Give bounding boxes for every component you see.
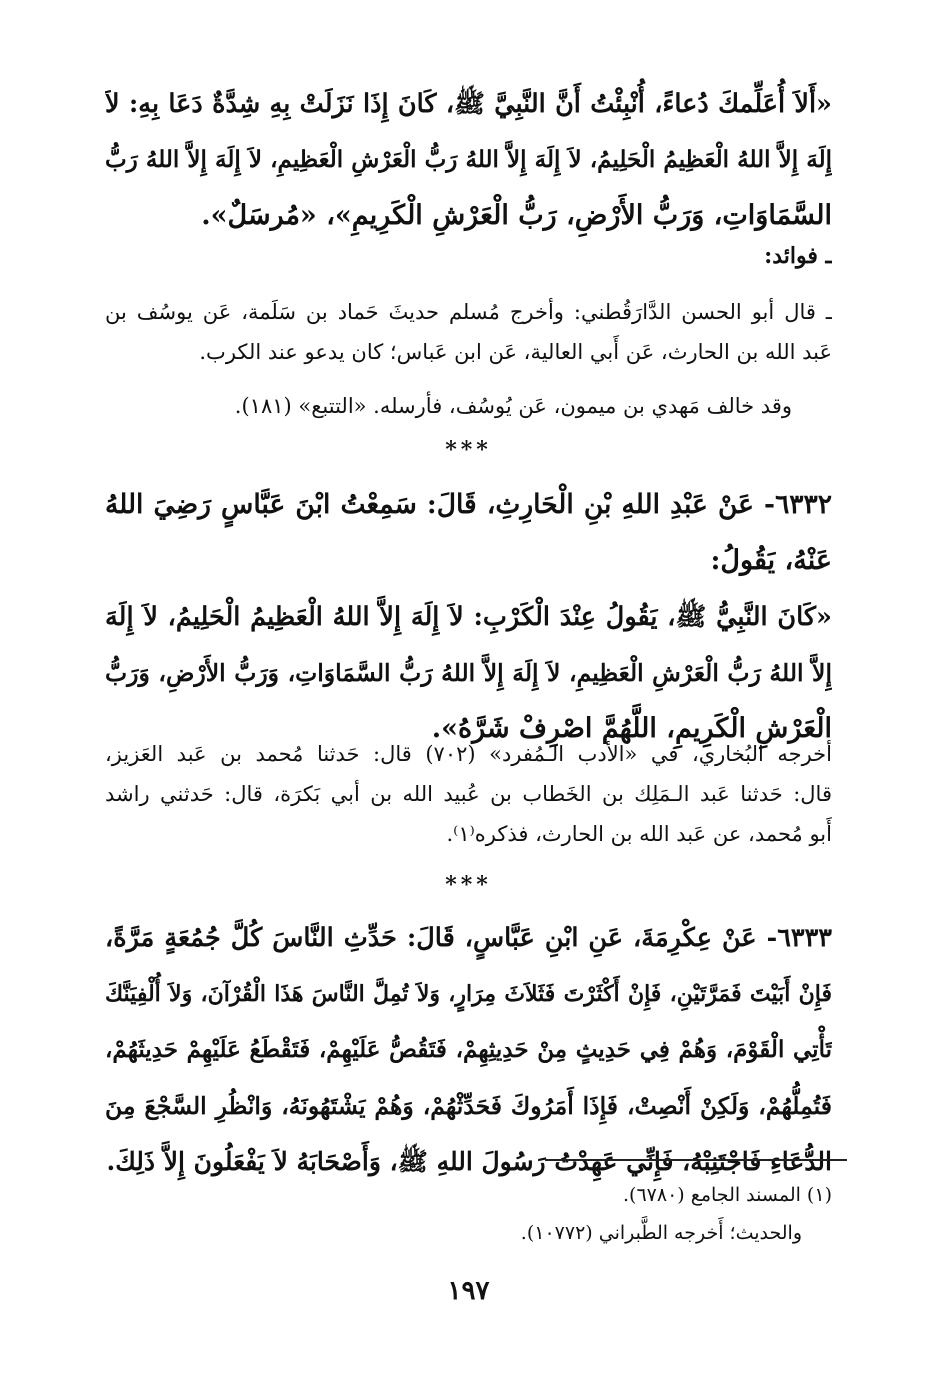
text-line: الْعَرْشِ الْكَرِيمِ، اللَّهُمَّ اصْرِفْ شَرَّهُ». xyxy=(431,713,832,744)
text-line: ٦٣٣٣- عَنْ عِكْرِمَةَ، عَنِ ابْنِ عَبَّاسٍ، قَالَ: حَدِّثِ النَّاسَ كُلَّ جُمُعَةٍ مَرَّةً، xyxy=(105,923,832,953)
hadith-6332-text xyxy=(105,477,832,757)
hadith-6332-takhrij xyxy=(105,734,832,854)
text-line: عَبد الله بن الحارث، عَن أَبي العالية، عَن ابن عَباس؛ كان يدعو عند الكرب. xyxy=(199,340,832,364)
text-line: أَبو مُحمد، عن عَبد الله بن الحارث، فذكره⁽١⁾. xyxy=(446,822,832,846)
text-line: إِلَهَ إِلاَّ اللهُ الْعَظِيمُ الْحَلِيمُ، لاَ إِلَهَ إِلاَّ اللهُ رَبُّ الْعَرْشِ الْعَظِيمِ، لاَ إِلَهَ إِلاَّ اللهُ رَبُّ xyxy=(105,146,832,173)
fawaid-text xyxy=(105,292,832,372)
hadith-6333-text xyxy=(105,910,832,1190)
text-line: ـ قال أبو الحسن الدَّارَقُطني: وأخرج مُسلم حديثَ حَماد بن سَلَمة، عَن يوسُف بن xyxy=(105,300,832,324)
text-line: «كَانَ النَّبِيُّ ﷺ، يَقُولُ عِنْدَ الْكَرْبِ: لاَ إِلَهَ إِلاَّ اللهُ الْعَظِيمُ الْحَلِيمُ، لاَ إِلَهَ xyxy=(105,602,832,632)
text-line: عَنْهُ، يَقُولُ: xyxy=(710,545,832,576)
text-line: وقد خالف مَهدي بن ميمون، عَن يُوسُف، فأرسله. «التتبع» (١٨١). xyxy=(234,394,792,418)
footnote: والحديث؛ أَخرجه الطَّبراني (١٠٧٧٢). xyxy=(520,1222,802,1244)
fawaid-note xyxy=(105,386,792,426)
text-line: فَإِنْ أَبَيْتَ فَمَرَّتَيْنِ، فَإِنْ أَكْثَرْتَ فَثَلاَثَ مِرَارٍ، وَلاَ تُمِلَّ النَّاسَ هَذَا الْقُرْآنَ، وَلاَ أُلْفِيَنَّكَ xyxy=(105,981,832,1007)
text-line: «أَلاَ أُعَلِّمكَ دُعاءً، أُنْبِئْتُ أَنَّ النَّبِيَّ ﷺ، كَانَ إِذَا نَزَلَتْ بِهِ شِدَّةٌ دَعَا بِهِ: لاَ xyxy=(105,89,832,119)
text-line: قال: حَدثنا عَبد الـمَلِك بن الخَطاب بن عُبيد الله بن أبي بَكرَة، قال: حَدثني راشد xyxy=(105,782,832,806)
fawaid-heading xyxy=(105,234,832,278)
text-line: فَتُمِلُّهُمْ، وَلَكِنْ أَنْصِتْ، فَإِذَا أَمَرُوكَ فَحَدِّثْهُمْ، وَهُمْ يَشْتَهُونَهُ، وَانْظُرِ السَّجْعَ مِنَ xyxy=(105,1092,832,1120)
page-number: ١٩٧ xyxy=(447,1276,490,1306)
footnotes xyxy=(105,1176,832,1252)
hadith-6331-text xyxy=(105,76,832,244)
footnote-divider xyxy=(545,1159,847,1161)
text-line: الدُّعَاءِ فَاجْتَنِبْهُ، فَإِنِّي عَهِدْتُ رَسُولَ اللهِ ﷺ، وَأَصْحَابَهُ لاَ يَفْعَلُونَ إِلاَّ ذَلِكَ. xyxy=(106,1147,832,1176)
section-separator: *** xyxy=(445,437,492,463)
footnote: (١) المسند الجامع (٦٧٨٠). xyxy=(623,1184,832,1206)
text-line: ٦٣٣٢- عَنْ عَبْدِ اللهِ بْنِ الْحَارِثِ، قَالَ: سَمِعْتُ ابْنَ عَبَّاسٍ رَضِيَ اللهُ xyxy=(105,489,832,520)
section-separator: *** xyxy=(445,872,492,898)
text-line: تَأْتِي الْقَوْمَ، وَهُمْ فِي حَدِيثٍ مِنْ حَدِيثِهِمْ، فَتَقُصُّ عَلَيْهِمْ، فَتَقْطَعُ عَلَيْهِمْ حَدِيثَهُمْ، xyxy=(105,1036,832,1063)
text-line: السَّمَاوَاتِ، وَرَبُّ الأَرْضِ، رَبُّ الْعَرْشِ الْكَرِيمِ»، «مُرسَلٌ». xyxy=(201,200,832,231)
text-line: أخرجه البُخاري، في «الأدب الـمُفرد» (٧٠٢) قال: حَدثنا مُحمد بن عَبد العَزيز، xyxy=(105,742,832,766)
text-line: إِلاَّ اللهُ رَبُّ الْعَرْشِ الْعَظِيمِ، لاَ إِلَهَ إِلاَّ اللهُ رَبُّ السَّمَاوَاتِ، وَرَبُّ الأَرْضِ، وَرَبُّ xyxy=(105,659,832,687)
fawaid-heading-text: ـ فوائد: xyxy=(764,243,832,269)
